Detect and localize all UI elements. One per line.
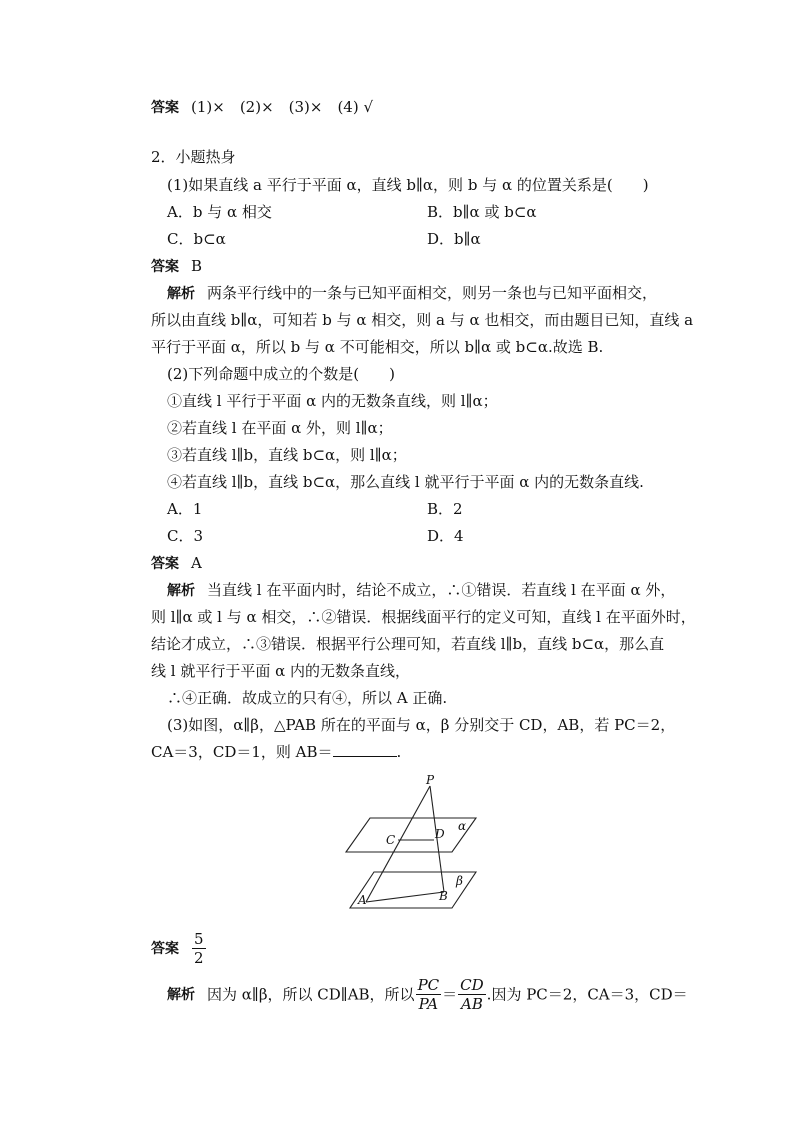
answer-label: 答案 (151, 259, 179, 275)
answer-label: 答案 (151, 556, 179, 572)
q2-analysis-line-2: 则 l∥α 或 l 与 α 相交，∴②错误．根据线面平行的定义可知，直线 l 在平面外时， (151, 608, 696, 626)
frac2-denominator: AB (460, 995, 483, 1013)
q1-option-b: B．b∥α 或 b⊂α (427, 203, 537, 221)
q1-analysis-text-1: 两条平行线中的一条与已知平面相交，则另一条也与已知平面相交， (207, 284, 658, 302)
q2-prop-1: ①直线 l 平行于平面 α 内的无数条直线，则 l∥α； (167, 392, 498, 410)
q3-analysis-pre: 因为 α∥β，所以 CD∥AB，所以 (207, 985, 415, 1004)
line-AB (366, 892, 444, 902)
q3-stem-line-2 (151, 742, 401, 762)
q1-analysis-line-1 (167, 283, 657, 304)
q1-answer-line (151, 256, 202, 277)
q2-prop-3: ③若直线 l∥b，直线 b⊂α，则 l∥α； (167, 446, 407, 464)
q3-analysis-line (167, 976, 688, 1013)
plane-alpha (346, 818, 476, 852)
answer-label: 答案 (151, 100, 179, 116)
label-A: A (358, 893, 367, 907)
answer-label: 答案 (151, 940, 179, 957)
q1-option-a: A．b 与 α 相交 (167, 203, 272, 221)
q2-stem: (2)下列命题中成立的个数是( ) (167, 365, 395, 383)
frac1-denominator: PA (418, 995, 439, 1013)
q2-analysis-line-4: 线 l 就平行于平面 α 内的无数条直线， (151, 662, 411, 680)
q2-analysis-line-5: ∴④正确．故成立的只有④，所以 A 正确. (167, 689, 448, 707)
section-title: 2．小题热身 (151, 148, 236, 166)
equals-sign: ＝ (442, 985, 458, 1004)
label-P: P (426, 773, 435, 787)
q2-option-a: A．1 (167, 500, 203, 518)
label-alpha: α (458, 819, 467, 833)
q1-option-d: D．b∥α (427, 230, 481, 248)
prev-answer-line (151, 97, 373, 118)
q1-stem: (1)如果直线 a 平行于平面 α，直线 b∥α，则 b 与 α 的位置关系是( ) (167, 176, 649, 194)
answer-numerator: 5 (194, 930, 204, 948)
analysis-label: 解析 (167, 286, 195, 302)
answer-denominator: 2 (194, 949, 204, 967)
analysis-label: 解析 (167, 583, 195, 599)
q1-analysis-line-3: 平行于平面 α，所以 b 与 α 不可能相交，所以 b∥α 或 b⊂α.故选 B. (151, 338, 604, 356)
label-C: C (386, 833, 396, 847)
label-beta: β (456, 874, 463, 888)
q2-option-b: B．2 (427, 500, 463, 518)
answer-blank (333, 742, 397, 757)
q2-prop-4: ④若直线 l∥b，直线 b⊂α，那么直线 l 就平行于平面 α 内的无数条直线. (167, 473, 644, 491)
q1-answer: B (191, 257, 203, 275)
geometry-figure (340, 768, 480, 918)
label-D: D (435, 827, 445, 841)
line-PA (366, 786, 430, 902)
q3-analysis-post: .因为 PC＝2，CA＝3，CD＝ (486, 985, 688, 1004)
q2-option-c: C．3 (167, 527, 204, 545)
label-B: B (439, 889, 448, 903)
q2-analysis-line-3: 结论才成立，∴③错误．根据平行公理可知，若直线 l∥b，直线 b⊂α，那么直 (151, 635, 665, 653)
prev-answer-text: (1)× (2)× (3)× (4) √ (191, 98, 374, 116)
q1-option-c: C．b⊂α (167, 230, 226, 248)
q3-answer-line (151, 930, 207, 967)
q3-stem-line-1: (3)如图，α∥β，△PAB 所在的平面与 α，β 分别交于 CD，AB，若 PC＝2， (167, 716, 676, 734)
q2-prop-2: ②若直线 l 在平面 α 外，则 l∥α； (167, 419, 393, 437)
fraction-cd-ab (458, 976, 486, 1013)
q2-answer: A (191, 554, 202, 572)
analysis-label: 解析 (167, 986, 195, 1003)
q2-analysis-line-1 (167, 580, 675, 601)
q3-stem-text: CA＝3，CD＝1，则 AB＝ (151, 743, 333, 761)
q2-option-d: D．4 (427, 527, 464, 545)
q3-stem-end: . (396, 743, 402, 761)
fraction-pc-pa (416, 976, 442, 1013)
q2-analysis-text-1: 当直线 l 在平面内时，结论不成立，∴①错误．若直线 l 在平面 α 外， (207, 581, 676, 599)
answer-fraction (192, 930, 206, 967)
frac2-numerator: CD (460, 976, 484, 994)
q2-answer-line (151, 553, 202, 574)
frac1-numerator: PC (417, 976, 440, 994)
q1-analysis-line-2: 所以由直线 b∥α，可知若 b 与 α 相交，则 a 与 α 也相交，而由题目已知，直线 a (151, 311, 694, 329)
